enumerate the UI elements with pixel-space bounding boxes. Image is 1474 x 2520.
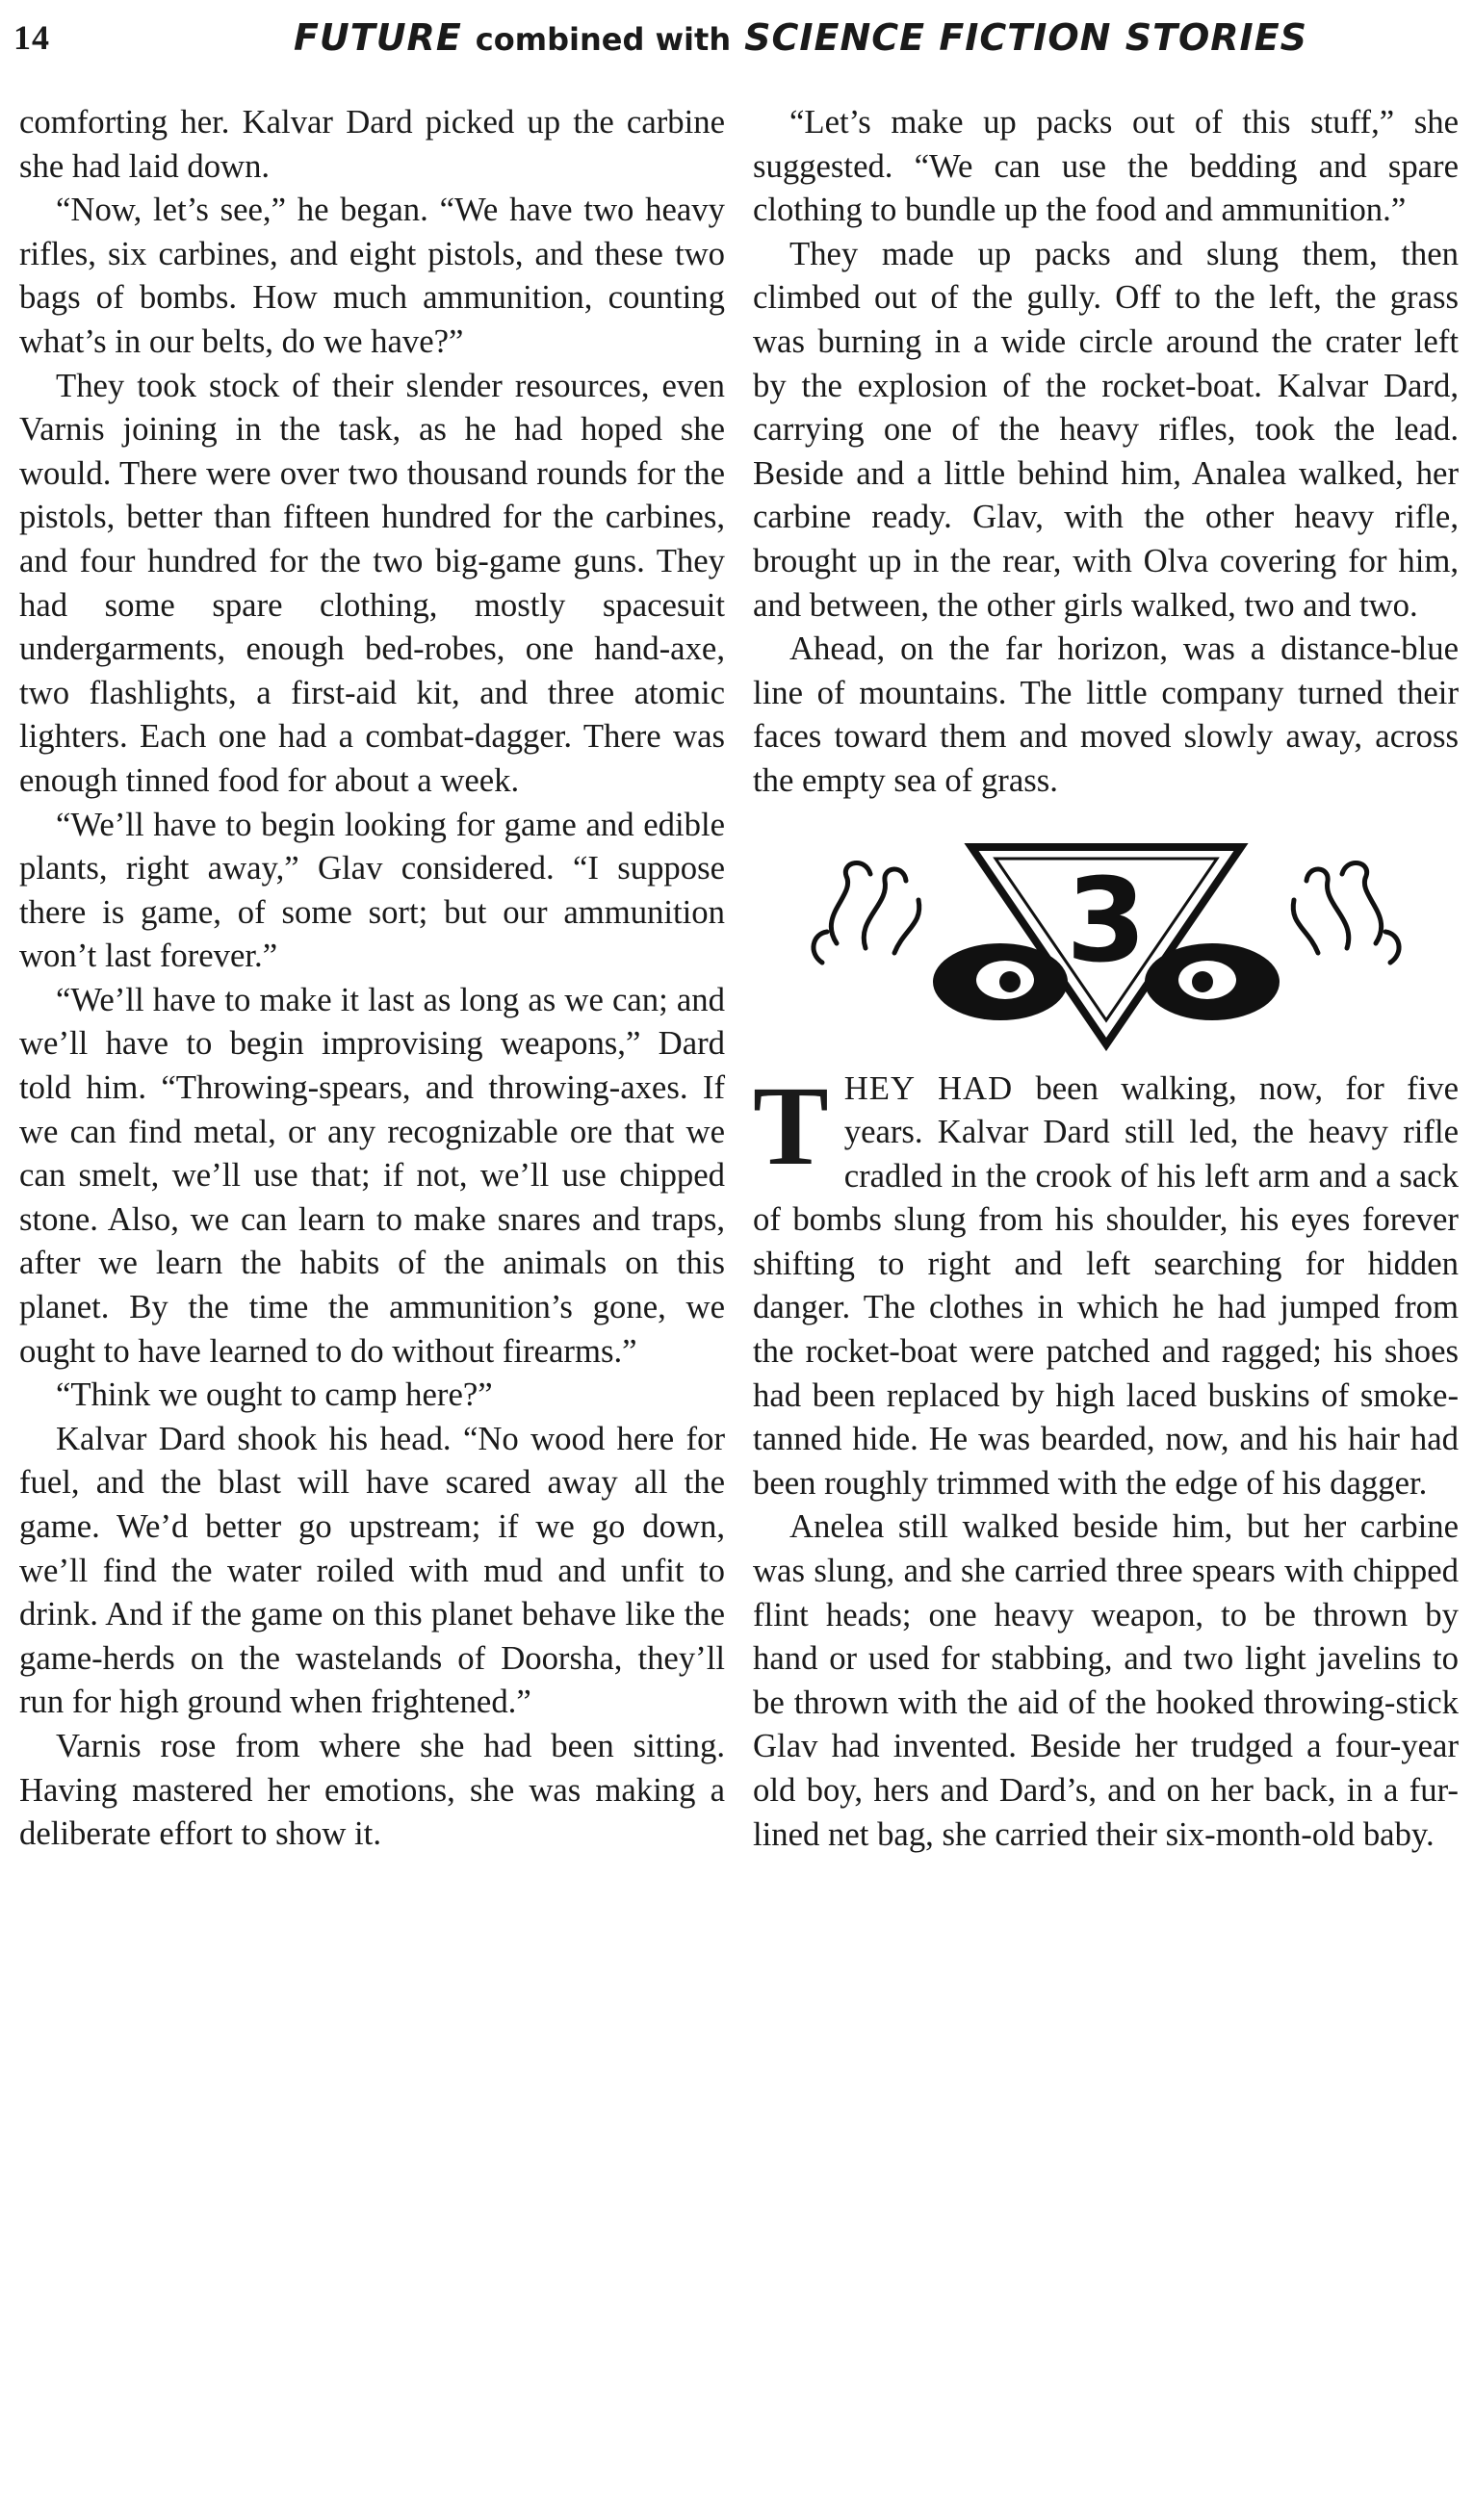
paragraph: Anelea still walked beside him, but her carbine was slung, and she carried three spears with chipped flint heads; one heavy weapon, to be thrown by hand or used for stabbing, and two light javelins to be thrown with the aid of the hooked throwing-stick Glav had invented. Beside her trudged a four-year old boy, hers and Dard’s, and on her back, in a fur-lined net bag, she carried their six-month-old baby. — [753, 1507, 1459, 1853]
chapter-number: 3 — [1065, 854, 1147, 989]
paragraph: “Think we ought to camp here?” — [56, 1376, 493, 1414]
combined-with-label: combined with — [475, 21, 732, 58]
chapter-opening-paragraph — [753, 1062, 1459, 1505]
magazine-title-future: FUTURE — [293, 16, 462, 59]
paragraph: “Now, let’s see,” he began. “We have two heavy rifles, six carbines, and eight pistols, and these two bags of bombs. How much ammunition, counting what’s in our belts, do we have?” — [19, 191, 725, 360]
paragraph: “We’ll have to make it last as long as we can; and we’ll have to begin improvising weapons,” Dard told him. “Throwing-spears, and throwing-axes. If we can find metal, or any recognizable ore that we can smelt, we’ll use that; if not, we’ll use chipped stone. Also, we can learn to make snares and traps, after we learn the habits of the animals on this planet. By the time the ammunition’s gone, we ought to have learned to do without firearms.” — [19, 980, 725, 1370]
page-number: 14 — [13, 18, 50, 57]
opening-small-caps: HEY HAD — [843, 1068, 1014, 1107]
drop-cap-letter: T — [753, 1062, 829, 1189]
chapter-heading-illustration — [798, 837, 1414, 1051]
paragraph: “Let’s make up packs out of this stuff,” she suggested. “We can use the bedding and spare clothing to bundle up the food and ammunition.” — [753, 103, 1459, 229]
paragraph: Varnis rose from where she had been sitting. Having mastered her emotions, she was making a deliberate effort to show it. — [19, 1726, 725, 1853]
right-column — [753, 100, 1459, 1856]
paragraph: comforting her. Kalvar Dard picked up the carbine she had laid down. — [19, 103, 725, 185]
paragraph: They made up packs and slung them, then climbed out of the gully. Off to the left, the grass was burning in a wide circle around the crater left by the explosion of the rocket-boat. Kalvar Dard, carrying one of the heavy rifles, took the lead. Beside and a little behind him, Analea walked, her carbine ready. Glav, with the other heavy rifle, brought up in the rear, with Olva covering for him, and between, the other girls walked, two and two. — [753, 234, 1459, 624]
opening-text: been walking, now, for five years. Kalvar Dard still led, the heavy rifle cradled in the crook of his left arm and a sack of bombs slung from his shoulder, his eyes forever shifting to right and left searching for hidden danger. The clothes in which he had jumped from the rocket-boat were patched and ragged; his shoes had been replaced by high laced buskins of smoke-tanned hide. He was bearded, now, and his hair had been roughly trimmed with the edge of his dagger. — [753, 1068, 1459, 1502]
paragraph: “We’ll have to begin looking for game and edible plants, right away,” Glav considered. “I suppose there is game, of some sort; but our ammunition won’t last forever.” — [19, 805, 725, 975]
left-column — [19, 100, 725, 1856]
running-title — [139, 16, 1462, 59]
paragraph: Kalvar Dard shook his head. “No wood here for fuel, and the blast will have scared away all the game. We’d better go upstream; if we go down, we’ll find the water roiled with mud and unfit to drink. And if the game on this planet behave like the game-herds on the wastelands of Doorsha, they’ll run for high ground when frightened.” — [19, 1419, 725, 1721]
running-header — [13, 8, 1462, 67]
magazine-title-sfs: SCIENCE FICTION STORIES — [744, 16, 1308, 59]
paragraph: Ahead, on the far horizon, was a distance-blue line of mountains. The little company turned their faces toward them and moved slowly away, across the empty sea of grass. — [753, 630, 1459, 799]
paragraph: They took stock of their slender resources, even Varnis joining in the task, as he had hoped she would. There were over two thousand rounds for the pistols, better than fifteen hundred for the carbines, and four hundred for the two big-game guns. They had some spare clothing, mostly spacesuit undergarments, enough bed-robes, one hand-axe, two flashlights, a first-aid kit, and three atomic lighters. Each one had a combat-dagger. There was enough tinned food for about a week. — [19, 366, 725, 799]
